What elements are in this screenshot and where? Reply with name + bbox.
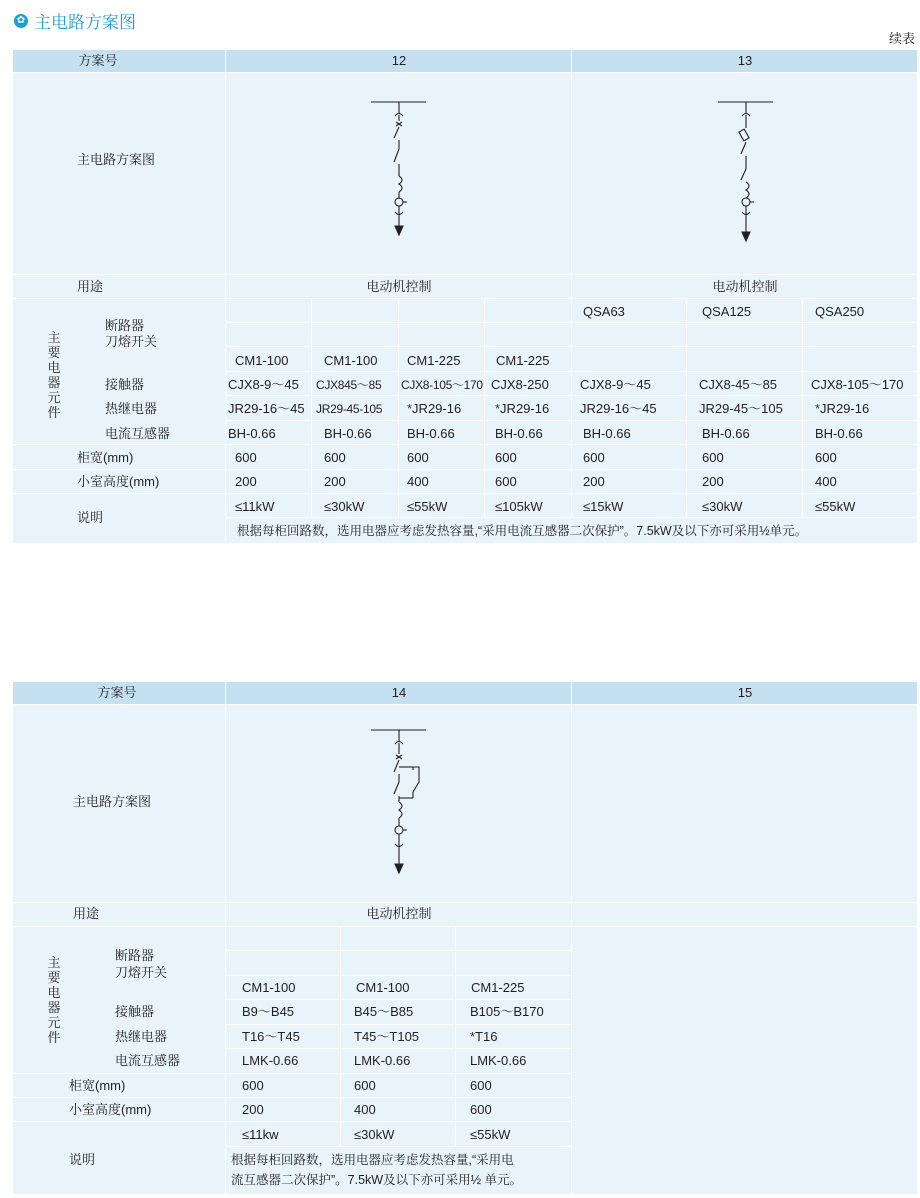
height-14c: 600 (470, 1102, 492, 1117)
contactor-label-2: 接触器 (115, 1004, 155, 1019)
height-14a: 200 (242, 1102, 264, 1117)
contactor-label: 接触器 (105, 377, 145, 392)
scheme-12: 12 (391, 53, 407, 68)
knife-12b: CM1-100 (324, 353, 378, 368)
height-2: 200 (324, 474, 346, 489)
width-3: 600 (407, 450, 429, 465)
power-7: ≤55kW (815, 499, 856, 514)
relay-1: JR29-16～45 (228, 401, 305, 416)
contactor-7: CJX8-105～170 (811, 377, 904, 392)
knife-14a: CM1-100 (242, 980, 296, 995)
ct-3: BH-0.66 (407, 426, 455, 441)
scheme-13: 13 (737, 53, 753, 68)
width-4: 600 (495, 450, 517, 465)
width-1: 600 (235, 450, 257, 465)
width-14a: 600 (242, 1078, 264, 1093)
ct-2: BH-0.66 (324, 426, 372, 441)
relay-4: *JR29-16 (495, 401, 550, 416)
knife-14c: CM1-225 (471, 980, 525, 995)
knife-switch-label-2: 刀熔开关 (115, 965, 168, 980)
height-6: 200 (702, 474, 724, 489)
ct-4: BH-0.66 (495, 426, 543, 441)
relay-6: JR29-45～105 (699, 401, 783, 416)
knife-12d: CM1-225 (496, 353, 550, 368)
main-elements-label (47, 330, 61, 420)
note-text-2a: 根据每柜回路数，选用电器应考虑发热容量,“采用电 (231, 1153, 514, 1167)
breaker-13a: QSA63 (583, 304, 625, 319)
width-14b: 600 (354, 1078, 376, 1093)
scheme-15: 15 (737, 685, 753, 700)
relay-14c: *T16 (470, 1029, 498, 1044)
relay-2: JR29-45-105 (316, 402, 383, 416)
table-1 (13, 50, 917, 543)
relay-3: *JR29-16 (407, 401, 462, 416)
power-14a: ≤11kw (242, 1127, 279, 1142)
width-2: 600 (324, 450, 346, 465)
thermal-relay-label: 热继电器 (105, 401, 158, 416)
table-2 (13, 682, 917, 1194)
scheme-no-label-2: 方案号 (97, 685, 137, 700)
knife-12c: CM1-225 (407, 353, 461, 368)
note-label: 说明 (77, 510, 104, 525)
power-4: ≤105kW (495, 499, 543, 514)
width-14c: 600 (470, 1078, 492, 1093)
relay-14a: T16～T45 (242, 1029, 300, 1044)
section-title-text: 主电路方案图 (34, 13, 136, 32)
relay-5: JR29-16～45 (580, 401, 657, 416)
breaker-13b: QSA125 (702, 304, 752, 319)
ct-14a: LMK-0.66 (242, 1053, 299, 1068)
diagram-label-2: 主电路方案图 (73, 794, 152, 809)
contactor-3: CJX8-105～170 (401, 378, 483, 392)
contactor-6: CJX8-45～85 (699, 377, 778, 392)
usage-13: 电动机控制 (712, 279, 778, 294)
main-elements-text: 主要电器元件 (47, 330, 61, 420)
power-5: ≤15kW (583, 499, 624, 514)
main-elements-text-2: 主要电器元件 (47, 955, 61, 1045)
contactor-14c: B105～B170 (470, 1004, 544, 1019)
usage-label: 用途 (77, 279, 104, 294)
contactor-14a: B9～B45 (242, 1004, 295, 1019)
power-6: ≤30kW (702, 499, 743, 514)
usage-12: 电动机控制 (366, 279, 432, 294)
breaker-label: 断路器 (105, 318, 145, 333)
ct-5: BH-0.66 (583, 426, 631, 441)
star-icon: ✿ (14, 14, 28, 28)
ct-7: BH-0.66 (815, 426, 863, 441)
note-label-2: 说明 (69, 1152, 96, 1167)
width-6: 600 (702, 450, 724, 465)
note-text-2b: 流互感器二次保护”。7.5kW及以下亦可采用½ 单元。 (231, 1173, 522, 1187)
main-elements-label-2 (47, 955, 61, 1045)
height-7: 400 (815, 474, 837, 489)
cabinet-width-label-2: 柜宽(mm) (69, 1078, 126, 1093)
height-1: 200 (235, 474, 257, 489)
room-height-label: 小室高度(mm) (77, 474, 160, 489)
height-3: 400 (407, 474, 429, 489)
knife-12a: CM1-100 (235, 353, 289, 368)
contactor-5: CJX8-9～45 (580, 377, 651, 392)
power-1: ≤11kW (235, 499, 275, 514)
power-14b: ≤30kW (354, 1127, 395, 1142)
ct-1: BH-0.66 (228, 426, 276, 441)
continued-label: 续表 (888, 31, 915, 46)
power-2: ≤30kW (324, 499, 365, 514)
scheme-14: 14 (391, 685, 407, 700)
contactor-14b: B45～B85 (354, 1004, 414, 1019)
knife-switch-label: 刀熔开关 (105, 334, 158, 349)
breaker-label-2: 断路器 (115, 948, 155, 963)
height-4: 600 (495, 474, 517, 489)
height-5: 200 (583, 474, 605, 489)
contactor-2: CJX845～85 (316, 378, 382, 392)
circuit-diagram-12 (363, 94, 443, 244)
ct-6: BH-0.66 (702, 426, 750, 441)
power-3: ≤55kW (407, 499, 448, 514)
note-text-1: 根据每柜回路数，选用电器应考虑发热容量,“采用电流互感器二次保护”。7.5kW及以下亦可采用½单元。 (237, 524, 808, 538)
scheme-no-label: 方案号 (78, 53, 118, 68)
width-7: 600 (815, 450, 837, 465)
contactor-1: CJX8-9～45 (228, 377, 299, 392)
circuit-diagram-13 (710, 94, 790, 244)
knife-14b: CM1-100 (356, 980, 410, 995)
room-height-label-2: 小室高度(mm) (69, 1102, 152, 1117)
power-14c: ≤55kW (470, 1127, 511, 1142)
relay-7: *JR29-16 (815, 401, 870, 416)
ct-14b: LMK-0.66 (354, 1053, 411, 1068)
contactor-4: CJX8-250 (491, 377, 549, 392)
circuit-diagram-14 (363, 722, 443, 882)
width-5: 600 (583, 450, 605, 465)
usage-14: 电动机控制 (366, 906, 432, 921)
ct-label: 电流互感器 (105, 426, 171, 441)
height-14b: 400 (354, 1102, 376, 1117)
breaker-13c: QSA250 (815, 304, 865, 319)
ct-14c: LMK-0.66 (470, 1053, 527, 1068)
ct-label-2: 电流互感器 (115, 1053, 181, 1068)
cabinet-width-label: 柜宽(mm) (77, 450, 134, 465)
diagram-label: 主电路方案图 (77, 152, 156, 167)
relay-14b: T45～T105 (354, 1029, 420, 1044)
section-title (14, 8, 136, 33)
usage-label-2: 用途 (73, 906, 100, 921)
thermal-relay-label-2: 热继电器 (115, 1029, 168, 1044)
